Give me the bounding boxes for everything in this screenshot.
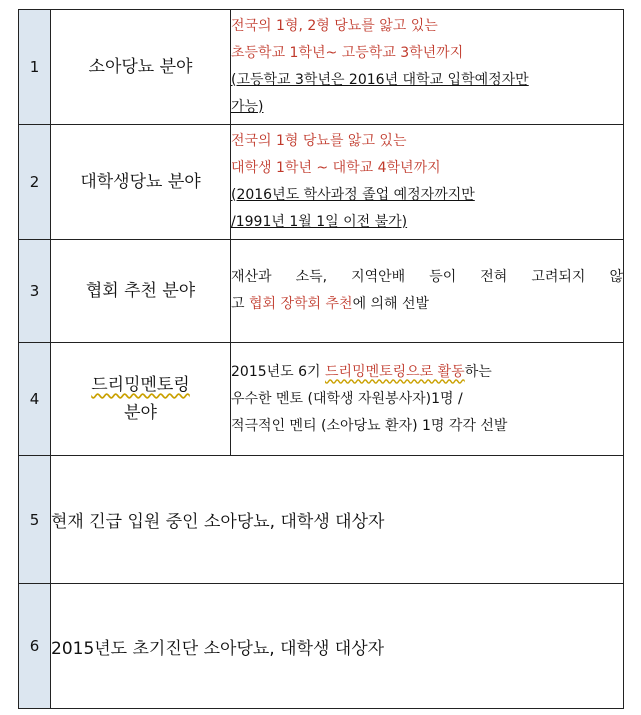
row-number: 5 xyxy=(19,456,51,584)
description-line: 재산과 소득, 지역안배 등이 전혀 고려되지 않 xyxy=(231,269,623,285)
description-line: 우수한 멘토 (대학생 자원봉사자)1명 / xyxy=(231,390,463,407)
row-number: 1 xyxy=(19,10,51,125)
description-line: 대학생 1학년 ~ 대학교 4학년까지 xyxy=(231,160,441,176)
description-line: 적극적인 멘티 (소아당뇨 환자) 1명 각각 선발 xyxy=(231,417,508,434)
highlight-text: 협회 장학회 추천 xyxy=(248,296,353,312)
row-number: 6 xyxy=(19,584,51,709)
category-name: 협회 추천 분야 xyxy=(51,240,231,343)
category-name: 대학생당뇨 분야 xyxy=(51,125,231,240)
category-name: 2015년도 초기진단 소아당뇨, 대학생 대상자 xyxy=(51,584,624,709)
description-line: (고등학교 3학년은 2016년 대학교 입학예정자만 xyxy=(231,72,529,88)
description-line: 전국의 1형 당뇨를 앓고 있는 xyxy=(231,133,407,149)
description-line: 2015년도 6기 드리밍멘토링으로 활동하는 xyxy=(231,363,492,380)
description-line: 고 협회 장학회 추천에 의해 선발 xyxy=(231,296,430,312)
category-name: 현재 긴급 입원 중인 소아당뇨, 대학생 대상자 xyxy=(51,456,624,584)
scholarship-category-table xyxy=(18,9,624,709)
description-line: 가능) xyxy=(231,99,264,115)
description-line: 초등학교 1학년~ 고등학교 3학년까지 xyxy=(231,45,464,61)
category-description xyxy=(231,10,624,125)
category-description xyxy=(231,240,624,343)
row-number: 3 xyxy=(19,240,51,343)
table-row xyxy=(19,125,624,240)
description-line: (2016년도 학사과정 졸업 예정자까지만 xyxy=(231,187,475,203)
table-row xyxy=(19,343,624,456)
description-line: 전국의 1형, 2형 당뇨를 앓고 있는 xyxy=(231,18,438,34)
table-row xyxy=(19,10,624,125)
table-row xyxy=(19,584,624,709)
description-line: /1991년 1월 1일 이전 불가) xyxy=(231,214,408,230)
category-description xyxy=(231,343,624,456)
category-name xyxy=(51,343,231,456)
table-row xyxy=(19,240,624,343)
category-name-line: 분야 xyxy=(124,403,157,423)
row-number: 2 xyxy=(19,125,51,240)
category-description xyxy=(231,125,624,240)
row-number: 4 xyxy=(19,343,51,456)
table-row xyxy=(19,456,624,584)
highlight-text: 드리밍멘토링으로 활동 xyxy=(325,363,465,380)
category-name: 소아당뇨 분야 xyxy=(51,10,231,125)
category-name-line: 드리밍멘토링 xyxy=(91,375,190,395)
